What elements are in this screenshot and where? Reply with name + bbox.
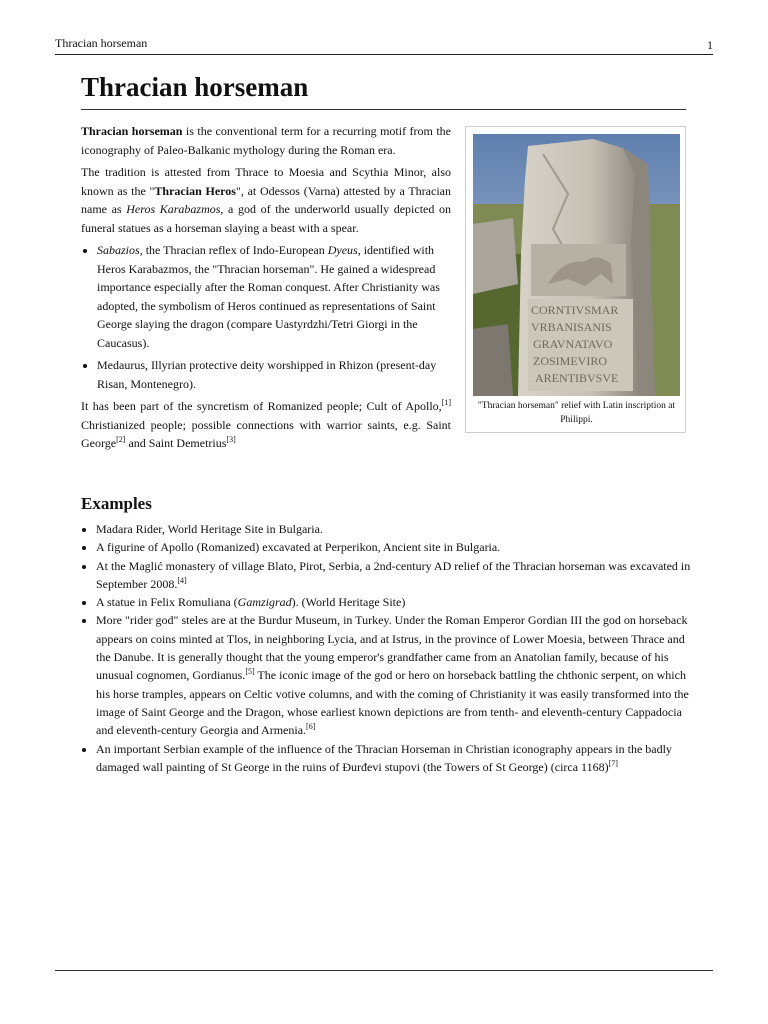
citation-link[interactable]: [1]	[441, 398, 451, 407]
list-item: • At the Maglić monastery of village Blato, Pirot, Serbia, a 2nd-century AD relief of the Thracian horseman was excavated in September 2008.[4]	[96, 557, 691, 594]
list-item: • A statue in Felix Romuliana (Gamzigrad). (World Heritage Site)	[96, 593, 691, 611]
inscription-line: ARENTIBVSVE	[535, 371, 619, 385]
link-sabazios[interactable]: Sabazios	[97, 243, 140, 257]
figure-caption: "Thracian horseman" relief with Latin inscription at Philippi.	[477, 401, 676, 425]
inscription-lines	[531, 303, 618, 385]
citation-link[interactable]: [4]	[177, 575, 187, 585]
list-item: • Madara Rider, World Heritage Site in Bulgaria.	[96, 520, 691, 538]
intro-paragraph-2: The tradition is attested from Thrace to Moesia and Scythia Minor, also known as the "Thracian Heros", at Odessos (Varna) attested by a Thracian name as Heros Karabazmos, a god of the underworld usually depicted on funeral statues as a horseman slaying a beast with a spear.	[81, 165, 451, 235]
background-ruins	[473, 218, 518, 294]
citation-link[interactable]: [5]	[245, 667, 255, 677]
inscription-line: CORNTIVSMAR	[531, 303, 619, 317]
running-header	[55, 36, 713, 55]
foreground-ruin	[473, 324, 513, 396]
term-bold[interactable]: Thracian horseman	[81, 124, 183, 138]
list-item: • A figurine of Apollo (Romanized) excavated at Perperikon, Ancient site in Bulgaria.	[96, 538, 691, 556]
inscription-line: ZOSIMEVIRO	[533, 354, 607, 368]
list-item: • Medaurus, Illyrian protective deity worshipped in Rhizon (present-day Risan, Montenegro).	[97, 356, 451, 393]
citation-link[interactable]: [2]	[116, 435, 126, 444]
running-title: Thracian horseman	[55, 36, 148, 50]
list-item: • Sabazios, the Thracian reflex of Indo-European Dyeus, identified with Heros Karabazmos, the "Thracian horseman". He gained a widespread importance especially after the Roman conquest. After Christianity was adopted, the symbolism of Heros continued as representations of Saint George slaying the dragon (compare Uastyrdzhi/Tetri Giorgi in the Caucasus).	[97, 241, 451, 352]
citation-link[interactable]: [6]	[306, 722, 316, 732]
list-item: • An important Serbian example of the influence of the Thracian Horseman in Christian iconography appears in the badly damaged wall painting of St George in the ruins of Đurđevi stupovi (the Towers of St George) (circa 1168)[7]	[96, 740, 691, 777]
citation-link[interactable]: [7]	[608, 758, 618, 768]
intro-paragraph-3: It has been part of the syncretism of Romanized people; Cult of Apollo,[1] Christianized people; possible connections with warrior saints, e.g. Saint George[2] and Saint Demetrius[3]	[81, 398, 451, 450]
intro-section	[81, 122, 451, 457]
figure-box	[465, 126, 686, 433]
intro-bullet-list	[81, 241, 451, 393]
link-dyeus[interactable]: Dyeus	[327, 243, 358, 257]
intro-paragraph-1: Thracian horseman is the conventional term for a recurring motif from the iconography of Paleo-Balkanic mythology during the Roman era.	[81, 124, 451, 157]
inscription-line: GRAVNATAVO	[533, 337, 613, 351]
page-title: Thracian horseman	[81, 72, 686, 110]
inscription-line: VRBANISANIS	[531, 320, 612, 334]
examples-section	[81, 520, 691, 780]
page-number: 1	[707, 38, 713, 52]
examples-list	[81, 520, 691, 776]
footer-rule	[55, 970, 713, 971]
link-gamzigrad[interactable]: Gamzigrad	[237, 595, 292, 610]
list-item: • More "rider god" steles are at the Burdur Museum, in Turkey. Under the Roman Emperor Gordian III the god on horseback appears on coins minted at Tlos, in neighboring Lycia, and at Istrus, in the province of Lower Moesia, between Thrace and the Danube. It is generally thought that the young emperor's grandfather came from an Anatolian family, because of his unusual cognomen, Gordianus.[5] The iconic image of the god or hero on horseback battling the chthonic serpent, on which his horse tramples, appears on Celtic votive columns, and with the coming of Christianity it was easily transformed into the image of Saint George and the Dragon, whose earliest known depictions are from tenth- and eleventh-century Cappadocia and eleventh-century Georgia and Armenia.[6]	[96, 611, 691, 739]
citation-link[interactable]: [3]	[226, 435, 236, 444]
section-heading-examples: Examples	[81, 494, 152, 513]
stele-photo[interactable]	[473, 134, 680, 396]
